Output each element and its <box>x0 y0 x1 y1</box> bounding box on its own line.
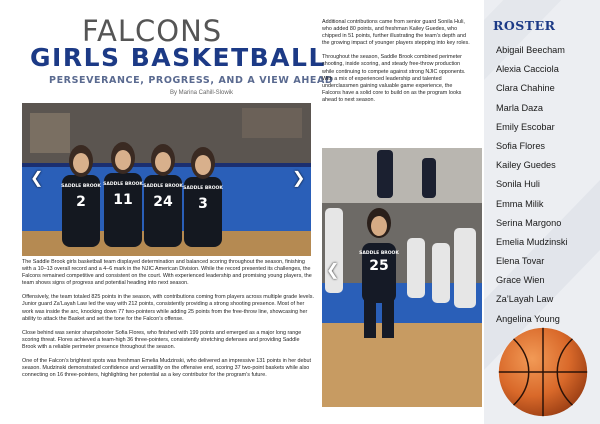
roster-player: Sofia Flores <box>496 140 546 151</box>
article-paragraph-3: Close behind was senior sharpshooter Sofia Flores, who finished with 199 points and emerged as a major long range scoring threat. Flores achieved a team-high 36 three-pointers, consistently stretching defenses and providing Saddle Brook with a reliable perimeter presence throughout the season. <box>22 329 302 350</box>
article-paragraph-6: Throughout the season, Saddle Brook combined perimeter shooting, inside scoring, and steady free-throw production while continuing to compete against strong NJIC opponents. With a mix of experienced leadership and talented underclassmen gaining valuable game experience, the Falcons have a solid core to build on as the program looks ahead to next season. <box>322 54 466 103</box>
roster-player: Kailey Guedes <box>496 160 556 171</box>
roster-list <box>496 41 567 329</box>
team-jersey-2: 11 <box>113 192 133 208</box>
roster-player: Grace Wien <box>496 275 545 286</box>
chevron-left-icon[interactable]: ❮ <box>30 170 44 187</box>
team-jersey-4: 3 <box>198 196 208 212</box>
subtitle: PERSEVERANCE, PROGRESS, AND A VIEW AHEAD <box>49 75 334 86</box>
title-falcons: FALCONS <box>82 14 223 48</box>
roster-player: Emelia Mudzinski <box>496 236 568 247</box>
team-photo-illustration <box>22 103 311 256</box>
roster-player: Sonila Huli <box>496 179 540 190</box>
team-jersey-3: 24 <box>153 194 173 210</box>
roster-player: Marla Daza <box>496 102 543 113</box>
chevron-left-icon-2[interactable]: ❮ <box>326 262 340 279</box>
game-jersey-text: SADDLE BROOK <box>359 251 399 256</box>
headline: GIRLS BASKETBALL <box>30 43 326 72</box>
roster-player: Emma Milik <box>496 198 544 209</box>
game-jersey-number: 25 <box>369 258 389 274</box>
roster-player: Alexia Cacciola <box>496 64 559 75</box>
team-jersey-text-1: SADDLE BROOK <box>61 184 101 189</box>
basketball-icon <box>497 326 589 418</box>
roster-heading: ROSTER <box>493 18 556 33</box>
roster-player: Serina Margono <box>496 217 562 228</box>
team-jersey-text-4: SADDLE BROOK <box>183 186 223 191</box>
article-paragraph-4: One of the Falcon’s brightest spots was freshman Emelia Mudzinski, who delivered an impressive 131 points in her debut season. Mudzinski demonstrated confidence and versatility on the offensive end, scoring 37 two-point baskets while also connecting on 16 three-pointers, highlighting her potential as a key contributor for the program’s future. <box>22 358 312 379</box>
roster-player: Angelina Young <box>496 313 560 324</box>
article-left <box>22 259 314 386</box>
roster-player: Elena Tovar <box>496 256 545 267</box>
roster-player: Za’Layah Law <box>496 294 554 305</box>
article-right <box>322 19 472 111</box>
roster-player: Emily Escobar <box>496 121 555 132</box>
article-paragraph-5: Additional contributions came from senior guard Sonila Huli, who added 80 points, and freshman Kailey Guedes, who chipped in 51 points, further illustrating the team’s depth and the growing impact of younger players stepping into key roles. <box>322 19 470 47</box>
team-photo <box>22 103 311 256</box>
team-jersey-text-2: SADDLE BROOK <box>103 182 143 187</box>
article-paragraph-2: Offensively, the team totaled 825 points in the season, with contributions coming from players across multiple grade levels. Junior guard Za’Layah Law led the way with 212 points, consistently providing a strong shooting presence. Most of her work was inside the arc, knocking down 77 two-pointers while adding 25 points from the free-throw line, showcasing her ability to attack the Basket and set the tone for the Falcon’s offense. <box>22 294 314 322</box>
team-jersey-text-3: SADDLE BROOK <box>143 184 183 189</box>
roster-player: Clara Chahine <box>496 83 555 94</box>
chevron-right-icon[interactable]: ❯ <box>292 170 306 187</box>
team-jersey-1: 2 <box>76 194 86 210</box>
roster-player: Abigail Beecham <box>496 45 565 55</box>
game-photo <box>322 148 482 407</box>
game-photo-illustration <box>322 148 482 407</box>
article-paragraph-1: The Saddle Brook girls basketball team displayed determination and balanced scoring throughout the season, finishing with a 10–13 overall record and a 4–6 mark in the NJIC American Division. While the record presented its challenges, the Falcons remained competitive and consistent on the court. With experienced leadership and promising young players, the team shows signs of progress and potential heading into next season. <box>22 259 312 287</box>
byline: By Marina Cahill-Slowik <box>170 90 234 96</box>
